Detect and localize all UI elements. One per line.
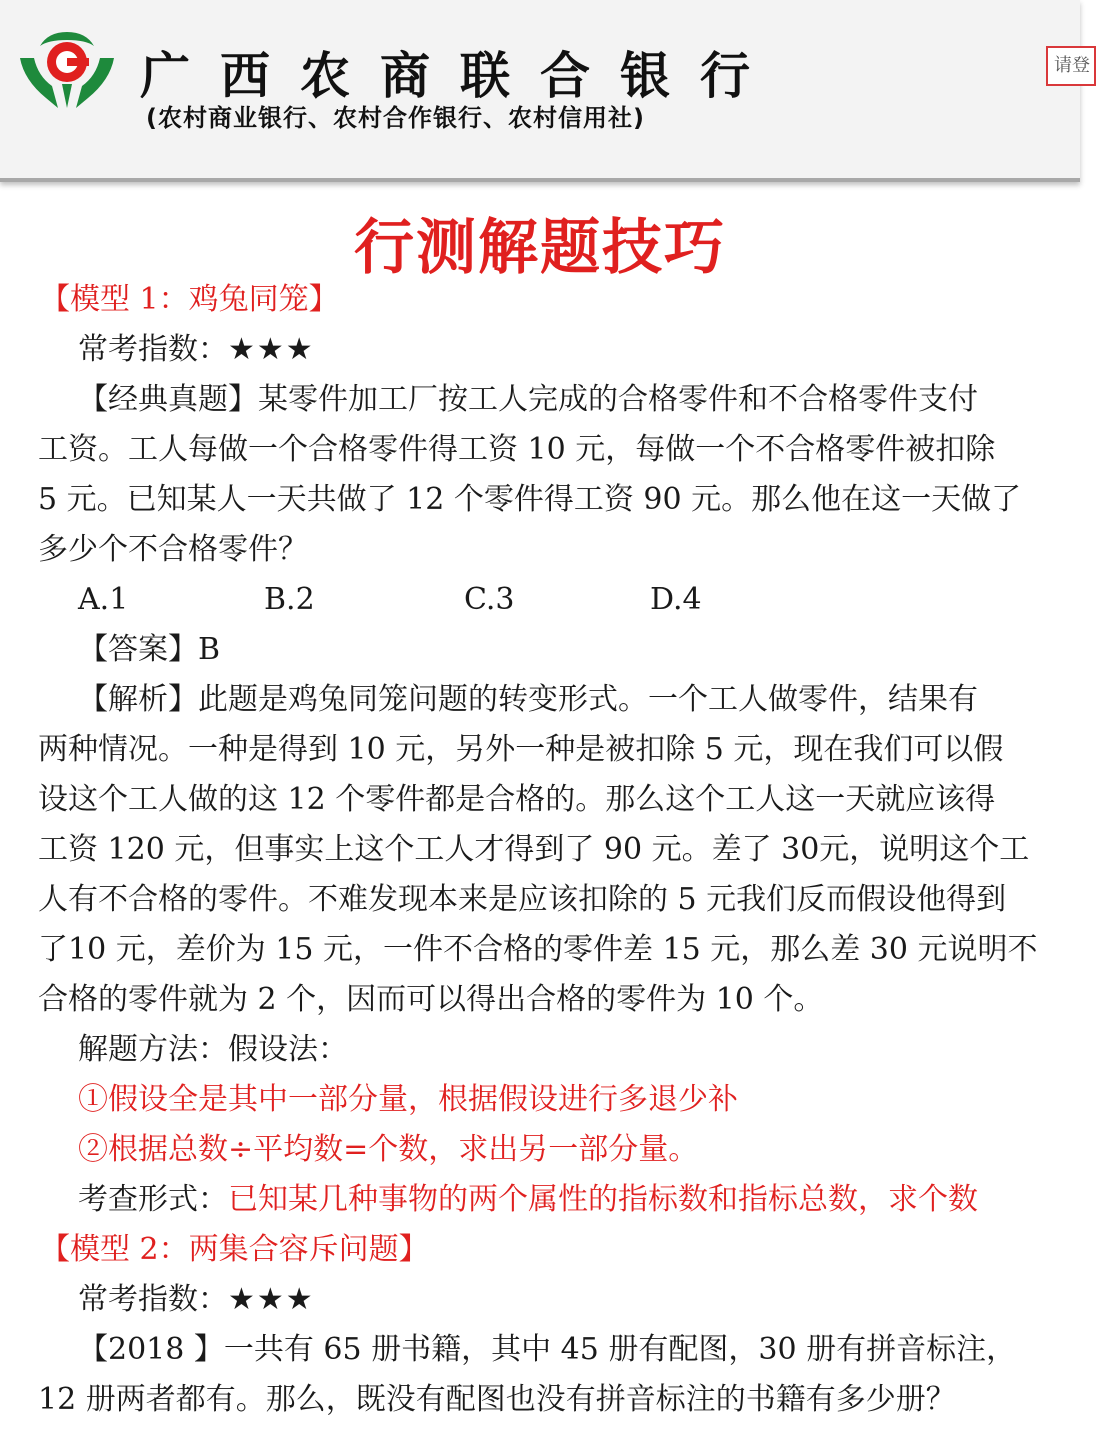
page-title: 行测解题技巧 <box>354 213 726 283</box>
analysis-line: 设这个工人做的这 12 个零件都是合格的。那么这个工人这一天就应该得 <box>38 782 996 817</box>
analysis-line: 【解析】此题是鸡兔同笼问题的转变形式。一个工人做零件，结果有 <box>78 682 978 717</box>
question-line: 12 册两者都有。那么，既没有配图也没有拼音标注的书籍有多少册？ <box>38 1382 956 1417</box>
model2-frequency <box>78 1280 315 1320</box>
model2-heading: 【模型 2：两集合容斥问题】 <box>40 1232 429 1267</box>
model1-heading: 【模型 1：鸡兔同笼】 <box>40 282 339 317</box>
question-line: 【经典真题】某零件加工厂按工人完成的合格零件和不合格零件支付 <box>78 382 978 417</box>
question-line: 多少个不合格零件？ <box>38 532 308 567</box>
frequency-label: 常考指数： <box>78 1282 228 1317</box>
method-step: ②根据总数÷平均数=个数，求出另一部分量。 <box>78 1132 699 1167</box>
question-line: 5 元。已知某人一天共做了 12 个零件得工资 90 元。那么他在这一天做了 <box>38 482 1022 517</box>
option-c: C.3 <box>464 582 515 617</box>
bank-logo-icon <box>16 28 118 114</box>
method-step: ①假设全是其中一部分量，根据假设进行多退少补 <box>78 1082 738 1117</box>
method-label: 解题方法：假设法： <box>78 1032 348 1067</box>
question-line: 工资。工人每做一个合格零件得工资 10 元，每做一个不合格零件被扣除 <box>38 432 996 467</box>
analysis-line: 人有不合格的零件。不难发现本来是应该扣除的 5 元我们反而假设他得到 <box>38 882 1007 917</box>
frequency-stars: ★★★ <box>228 1282 315 1317</box>
frequency-label: 常考指数： <box>78 332 228 367</box>
question-line: 【2018 】一共有 65 册书籍，其中 45 册有配图，30 册有拼音标注， <box>78 1332 1017 1367</box>
analysis-line: 工资 120 元，但事实上这个工人才得到了 90 元。差了 30元，说明这个工 <box>38 832 1030 867</box>
form-label: 考查形式： <box>78 1182 228 1217</box>
analysis-line: 两种情况。一种是得到 10 元，另外一种是被扣除 5 元，现在我们可以假 <box>38 732 1004 767</box>
analysis-line: 了10 元，差价为 15 元，一件不合格的零件差 15 元，那么差 30 元说明不 <box>38 932 1038 967</box>
model1-frequency <box>78 330 315 370</box>
bank-name: 广西农商联合银行 <box>140 47 780 105</box>
login-button[interactable]: 请登 <box>1046 46 1096 86</box>
exam-form <box>78 1180 978 1220</box>
option-a: A.1 <box>78 582 129 617</box>
option-b: B.2 <box>264 582 315 617</box>
analysis-line: 合格的零件就为 2 个，因而可以得出合格的零件为 10 个。 <box>38 982 824 1017</box>
frequency-stars: ★★★ <box>228 332 315 367</box>
bank-subtitle: (农村商业银行、农村合作银行、农村信用社) <box>146 104 645 132</box>
bank-header <box>0 0 1090 182</box>
answer-line: 【答案】B <box>78 632 221 667</box>
option-d: D.4 <box>650 582 702 617</box>
form-text: 已知某几种事物的两个属性的指标数和指标总数，求个数 <box>228 1182 978 1217</box>
